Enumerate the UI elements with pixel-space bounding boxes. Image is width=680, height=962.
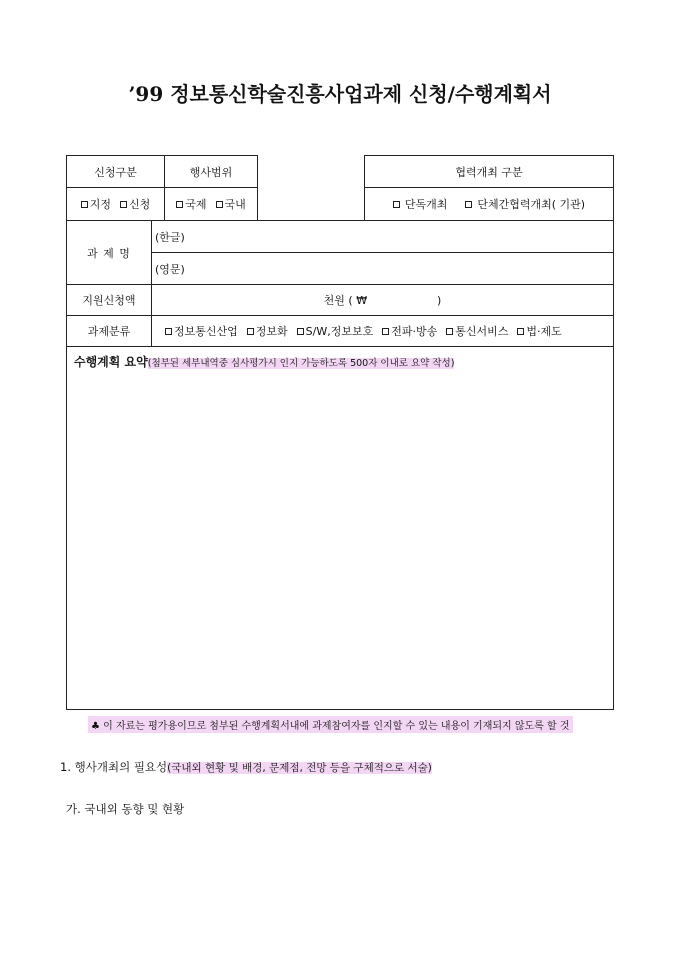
- checkbox-icon: [382, 328, 389, 335]
- project-name-eng-field[interactable]: (영문): [155, 262, 185, 276]
- checkbox-single-host[interactable]: 단독개최: [393, 196, 448, 212]
- checkbox-icon: [465, 201, 472, 208]
- category-label: 과제분류: [87, 325, 131, 338]
- page-title: ’99 정보통신학술진흥사업과제 신청/수행계획서: [128, 82, 552, 106]
- section-1-note: (국내외 현황 및 배경, 문제점, 전망 등을 구체적으로 서술): [167, 762, 432, 774]
- checkbox-icon: [216, 201, 223, 208]
- table-line: [613, 155, 614, 710]
- evaluation-notice: ♣ 이 자료는 평가용이므로 첨부된 수행계획서내에 과제참여자를 인지할 수 있는 내용이 기재되지 않도록 할 것: [88, 716, 573, 733]
- checkbox-icon: [81, 201, 88, 208]
- section-1-title: 1. 행사개최의 필요성: [60, 760, 168, 774]
- coop-label: 협력개최 구분: [455, 165, 523, 179]
- checkbox-icon: [297, 328, 304, 335]
- scope-label: 행사범위: [189, 165, 233, 179]
- section-1a-heading: 가. 국내외 동향 및 현황: [66, 802, 185, 816]
- summary-title: 수행계획 요약: [74, 355, 148, 369]
- checkbox-icon: [120, 201, 127, 208]
- coop-options: [365, 188, 613, 220]
- apply-type-options: [67, 188, 164, 220]
- checkbox-icon: [393, 201, 400, 208]
- apply-type-label: 신청구분: [94, 165, 137, 179]
- project-name-kor-field[interactable]: (한글): [155, 230, 185, 244]
- checkbox-telecom-service[interactable]: 통신서비스: [446, 323, 508, 339]
- table-line: [66, 346, 614, 347]
- table-line: [257, 155, 258, 220]
- project-name-label: 과 제 명: [87, 246, 131, 260]
- checkbox-icon: [446, 328, 453, 335]
- checkbox-joint-host[interactable]: 단체간협력개최( 기관): [465, 196, 585, 212]
- amount-label: 지원신청액: [82, 294, 136, 307]
- checkbox-icon: [176, 201, 183, 208]
- section-1-heading: [60, 759, 432, 775]
- checkbox-sw-security[interactable]: S/W,정보보호: [297, 323, 374, 339]
- checkbox-informatization[interactable]: 정보화: [247, 323, 288, 339]
- summary-note: (첨부된 세부내역중 심사평가시 인지 가능하도록 500자 이내로 요약 작성): [147, 358, 455, 369]
- summary-textarea[interactable]: [67, 372, 613, 708]
- checkbox-icon: [247, 328, 254, 335]
- checkbox-international[interactable]: 국제: [176, 196, 206, 212]
- scope-options: [165, 188, 257, 220]
- table-line: [66, 709, 614, 710]
- checkbox-applied[interactable]: 신청: [120, 196, 150, 212]
- checkbox-designated[interactable]: 지정: [81, 196, 111, 212]
- checkbox-broadcasting[interactable]: 전파·방송: [382, 323, 437, 339]
- checkbox-icon: [517, 328, 524, 335]
- checkbox-icon: [165, 328, 172, 335]
- checkbox-ict-industry[interactable]: 정보통신산업: [165, 323, 238, 339]
- summary-heading: [74, 353, 454, 370]
- checkbox-law-policy[interactable]: 법·제도: [517, 323, 561, 339]
- checkbox-domestic[interactable]: 국내: [216, 196, 246, 212]
- amount-field[interactable]: 천원 ( ₩ ): [323, 294, 442, 307]
- category-options: [152, 316, 613, 346]
